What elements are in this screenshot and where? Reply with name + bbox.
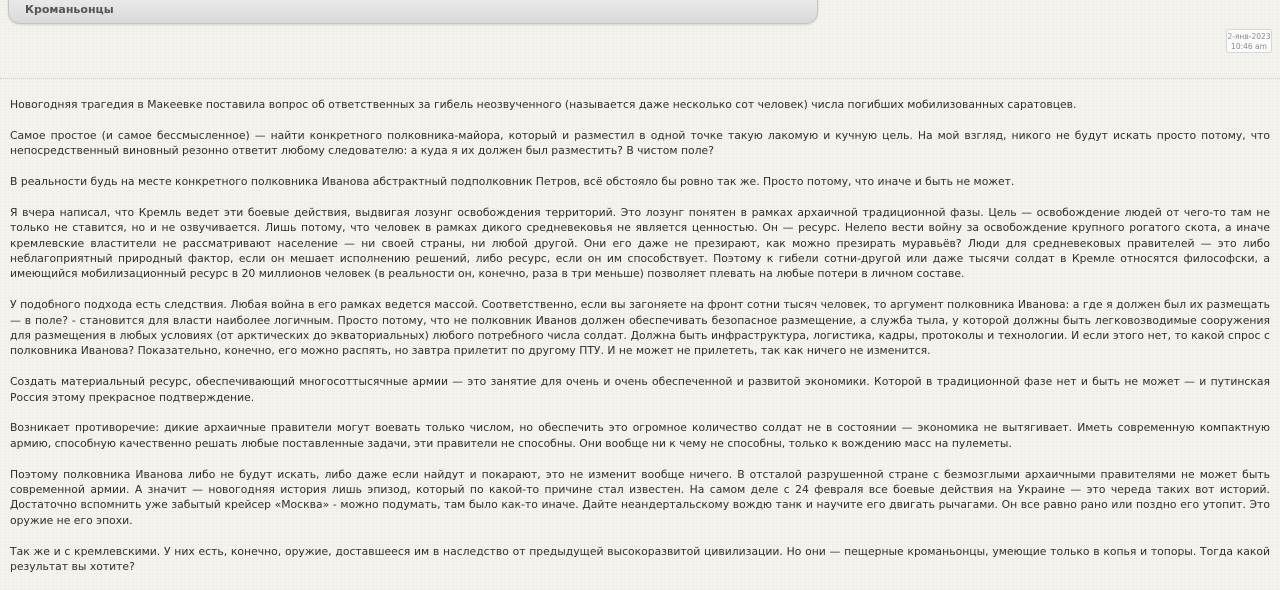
paragraph: Поэтому полковника Иванова либо не будут искать, либо даже если найдут и покарают, это не изменит вообще ничего. В отсталой разрушенной стране с безмозглыми архаичными правителями не может быть современной армии. А значит — новогодняя история лишь эпизод, который по какой-то причине стал известен. На самом деле с 24 февраля все боевые действия на Украине — это череда таких вот историй. Достаточно вспомнить уже забытый крейсер «Москва» - можно подумать, там было как-то иначе. Дайте неандертальскому вождю танк и научите его двигать рычагами. Он все равно рано или поздно его утопит. Это оружие не его эпохи.	[10, 467, 1270, 527]
paragraph: Новогодняя трагедия в Макеевке поставила вопрос об ответственных за гибель неозвученного (называется даже несколько сот человек) числа погибших мобилизованных саратовцев.	[10, 98, 1077, 111]
post-title-tab	[8, 0, 818, 24]
paragraph: Я вчера написал, что Кремль ведет эти боевые действия, выдвигая лозунг освобождения территорий. Это лозунг понятен в рамках архаичной традиционной фазы. Цель — освобождение людей от чего-то там не только не ставится, но и не озвучивается. Лишь потому, что человек в рамках дикого средневековья не является ценностью. Он — ресурс. Нелепо вести войну за освобождение крупного рогатого скота, а иначе кремлевские властители не рассматривают население — ни своей страны, ни любой другой. Они его даже не презирают, как можно презирать муравьёв? Люди для средневековых правителей — это либо неблагоприятный природный фактор, если он мешает исполнению решений, либо ресурс, если он им способствует. Поэтому к гибели сотни-другой или даже тысячи солдат в Кремле относятся философски, а имеющийся мобилизационный ресурс в 20 миллионов человек (в реальности он, конечно, раза в три меньше) позволяет плевать на любые потери в личном составе.	[10, 205, 1270, 281]
post-body	[10, 97, 1270, 590]
post-date-badge	[1226, 29, 1272, 53]
paragraph: Создать материальный ресурс, обеспечивающий многосоттысячные армии — это занятие для очень и очень обеспеченной и развитой экономики. Которой в традиционной фазе нет и быть не может — и путинская Россия этому прекрасное подтверждение.	[10, 375, 1270, 404]
paragraph: У подобного подхода есть следствия. Любая война в его рамках ведется массой. Соответственно, если вы загоняете на фронт сотни тысяч человек, то аргумент полковника Иванова: а где я должен был их размещать — в поле? - становится для власти наиболее логичным. Просто потому, что не полковник Иванов должен обеспечивать безопасное размещение, а служба тыла, у которой должны быть легковозводимые сооружения для размещения в любых условиях (от арктических до экваториальных) любого потребного числа солдат. Должна быть инфраструктура, логистика, кадры, протоколы и технологии. И если этого нет, то какой спрос с полковника Иванова? Показательно, конечно, его можно распять, но завтра прилетит по другому ПТУ. И не может не прилететь, так как ничего не изменится.	[10, 298, 1270, 358]
post-date: 2-янв-2023	[1227, 32, 1271, 41]
post-time: 10:46 am	[1231, 42, 1267, 51]
paragraph: Самое простое (и самое бессмысленное) — найти конкретного полковника-майора, который и разместил в одной точке такую лакомую и кучную цель. На мой взгляд, никого не будут искать просто потому, что непосредственный виновный резонно ответит любому следователю: а куда я их должен был разместить? В чистом поле?	[10, 128, 1270, 158]
paragraph: Возникает противоречие: дикие архаичные правители могут воевать только числом, но обеспечить это огромное количество солдат не в состоянии — экономика не вытягивает. Иметь современную компактную армию, способную качественно решать любые поставленные задачи, эти правители не способны. Они вообще ни к чему не способны, только к вождению масс на пулеметы.	[10, 421, 1270, 450]
post-title: Кроманьонцы	[25, 3, 114, 16]
paragraph: Так же и с кремлевскими. У них есть, конечно, оружие, доставшееся им в наследство от предыдущей высокоразвитой цивилизации. Но они — пещерные кроманьонцы, умеющие только в копья и топоры. Тогда какой результат вы хотите?	[10, 544, 1270, 574]
paragraph: В реальности будь на месте конкретного полковника Иванова абстрактный подполковник Петров, всё обстояло бы ровно так же. Просто потому, что иначе и быть не может.	[10, 175, 1015, 188]
header-divider	[0, 78, 1280, 79]
